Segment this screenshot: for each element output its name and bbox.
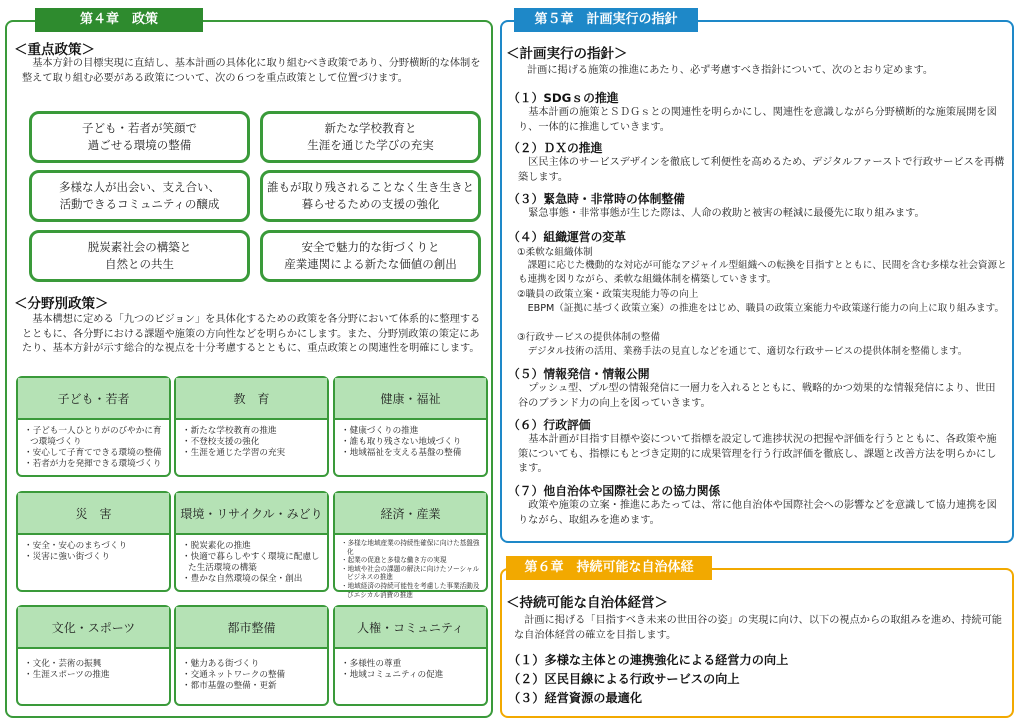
priority-intro: 基本方針の目標実現に直結し、基本計画の具体化に取り組むべき政策であり、分野横断的な体制を整えて取り組む必要がある政策について、次の６つを重点政策として位置づけます。 xyxy=(22,58,481,84)
priority-box-6: 安全で魅力的な街づくりと 産業連関による新たな価値の創出 xyxy=(260,230,481,282)
field-box-list xyxy=(18,420,169,470)
sustainable-goal-2: （２）区民目線による行政サービスの向上 xyxy=(508,672,740,686)
field-item: ・不登校支援の強化 xyxy=(182,437,260,447)
guideline-org-title: （４）組織運営の変革 xyxy=(508,230,626,244)
guideline-info-title: （５）情報発信・情報公開 xyxy=(508,367,650,381)
field-item: ・脱炭素化の推進 xyxy=(182,541,251,551)
guideline-heading: ＜計画実行の指針＞ xyxy=(506,46,628,62)
field-box-list xyxy=(18,649,169,681)
field-box-list xyxy=(335,420,486,459)
field-box-list xyxy=(176,649,327,692)
field-item: ・魅力ある街づくり xyxy=(182,659,260,669)
priority-box-3: 多様な人が出会い、支え合い、 活動できるコミュニティの醸成 xyxy=(29,170,250,222)
guideline-org-sub2-label: ②職員の政策立案・政策実現能力等の向上 xyxy=(517,289,699,300)
field-item: ・地域福祉を支える基盤の整備 xyxy=(341,448,462,458)
field-box-disaster xyxy=(16,491,171,592)
field-item: ・子ども一人ひとりがのびやかに育つ環境づくり xyxy=(24,426,162,447)
field-item: ・地域コミュニティの促進 xyxy=(341,670,444,680)
field-item: ・新たな学校教育の推進 xyxy=(182,426,277,436)
field-box-list xyxy=(18,535,169,563)
chapter5-tab-label: 第５章 計画実行の指針 xyxy=(534,12,678,27)
field-box-list xyxy=(335,649,486,681)
guideline-intro: 計画に掲げる施策の推進にあたり、必ず考慮すべき指針について、次のとおり定めます。 xyxy=(527,65,934,76)
guideline-org-sub3-label: ③行政サービスの提供体制の整備 xyxy=(517,332,660,343)
field-item: ・起業の促進と多様な働き方の実現 xyxy=(341,556,447,565)
field-box-title: 災 害 xyxy=(18,493,169,535)
field-item: ・災害に強い街づくり xyxy=(24,552,110,562)
field-item: ・健康づくりの推進 xyxy=(341,426,419,436)
field-item: ・若者が力を発揮できる環境づくり xyxy=(24,459,162,469)
field-box-title: 文化・スポーツ xyxy=(18,607,169,649)
guideline-org-sub3-body: デジタル技術の活用、業務手法の見直しなどを通じて、適切な行政サービスの提供体制を整備します。 xyxy=(527,346,968,357)
field-item: ・都市基盤の整備・更新 xyxy=(182,681,277,691)
guideline-sdgs-title: （１）SDGｓの推進 xyxy=(508,91,619,105)
field-item: ・快適で暮らしやすく環境に配慮した生活環境の構築 xyxy=(182,552,320,573)
guideline-emergency-body: 緊急事態・非常事態が生じた際は、人命の救助と被害の軽減に最優先に取り組みます。 xyxy=(528,208,925,219)
field-box-economy xyxy=(333,491,488,599)
field-heading: ＜分野別政策＞ xyxy=(14,296,109,312)
guideline-coop-body: 政策や施策の立案・推進にあたっては、常に他自治体や国際社会への影響などを意識して協力連携を図りながら、取組みを進めます。 xyxy=(518,500,997,526)
field-item: ・誰も取り残さない地域づくり xyxy=(341,437,462,447)
field-box-health xyxy=(333,376,488,477)
guideline-info-body: プッシュ型、プル型の情報発信に一層力を入れるとともに、戦略的かつ効果的な情報発信により、世田谷のブランド力の向上を図っていきます。 xyxy=(518,383,996,409)
guideline-eval-title: （６）行政評価 xyxy=(508,418,591,432)
field-item: ・文化・芸術の振興 xyxy=(24,659,102,669)
field-box-human-rights xyxy=(333,605,488,706)
priority-box-2: 新たな学校教育と 生涯を通じた学びの充実 xyxy=(260,111,481,163)
field-box-list xyxy=(176,420,327,459)
priority-box-1: 子ども・若者が笑顔で 過ごせる環境の整備 xyxy=(29,111,250,163)
guideline-dx-body: 区民主体のサービスデザインを徹底して利便性を高めるため、デジタルファーストで行政サービスを再構築します。 xyxy=(518,157,1005,183)
guideline-org-sub1-label: ①柔軟な組織体制 xyxy=(517,247,593,258)
sustainable-goal-3: （３）経営資源の最適化 xyxy=(508,691,643,705)
priority-box-5: 脱炭素社会の構築と 自然との共生 xyxy=(29,230,250,282)
guideline-org-sub2-body: EBPM（証拠に基づく政策立案）の推進をはじめ、職員の政策立案能力や政策遂行能力の向上に取り組みます。 xyxy=(527,303,1005,314)
chapter6-tab xyxy=(506,556,712,599)
chapter4-tab xyxy=(35,8,203,32)
priority-heading: ＜重点政策＞ xyxy=(14,42,95,58)
field-intro: 基本構想に定める「九つのビジョン」を具体化するための政策を各分野において体系的に整理するとともに、各分野における課題や施策の方向性などを明らかにします。また、分野別政策の策定にあたり、基本方針が示す総合的な視点を十分考慮するとともに、重点政策との関連性を明確にします。 xyxy=(22,314,481,354)
guideline-coop-title: （７）他自治体や国際社会との協力関係 xyxy=(508,484,721,498)
field-box-title: 経済・産業 xyxy=(335,493,486,535)
sustainable-goal-1: （１）多様な主体との連携強化による経営力の向上 xyxy=(508,653,789,667)
guideline-emergency-title: （３）緊急時・非常時の体制整備 xyxy=(508,192,685,206)
field-box-title: 健康・福祉 xyxy=(335,378,486,420)
guideline-sdgs-body: 基本計画の施策とＳＤＧｓとの関連性を明らかにし、関連性を意識しながら分野横断的な施策展開を図り、一体的に推進していきます。 xyxy=(518,107,997,133)
chapter4-tab-label: 第４章 政策 xyxy=(79,12,158,27)
field-item: ・多様性の尊重 xyxy=(341,659,402,669)
field-box-title: 人権・コミュニティ xyxy=(335,607,486,649)
sustainable-heading: ＜持続可能な自治体経営＞ xyxy=(506,595,668,611)
guideline-eval-body: 基本計画が目指す目標や姿について指標を設定して進捗状況の把握や評価を行うとともに、各政策や施策についても、指標にもとづき定期的に成果管理を行う行政評価を徹底し、課題と改善方法を明らかにします。 xyxy=(518,434,997,474)
field-box-children xyxy=(16,376,171,477)
field-item: ・安全・安心のまちづくり xyxy=(24,541,128,551)
field-box-title: 都市整備 xyxy=(176,607,327,649)
sustainable-intro: 計画に掲げる「目指すべき未来の世田谷の姿」の実現に向け、以下の視点からの取組みを進め、持続可能な自治体経営の確立を目指します。 xyxy=(514,615,1002,641)
field-item: ・地域経済の持続可能性を考慮した事業活動及びエシカル消費の推進 xyxy=(341,581,480,599)
field-item: ・生涯スポーツの推進 xyxy=(24,670,110,680)
field-box-list xyxy=(176,535,327,585)
field-box-list xyxy=(335,535,486,599)
field-item: ・安心して子育てできる環境の整備 xyxy=(24,448,162,458)
field-box-title: 環境・リサイクル・みどり xyxy=(176,493,327,535)
chapter6-tab-label: 第６章 持続可能な自治体経営 xyxy=(524,560,694,599)
chapter5-tab xyxy=(514,8,698,32)
guideline-org-sub1-body: 課題に応じた機動的な対応が可能なアジャイル型組織への転換を目指すとともに、民間を含む多様な社会資源とも連携を図りながら、柔軟な組織体制を構築していきます。 xyxy=(518,260,1007,285)
field-box-culture xyxy=(16,605,171,706)
field-box-education xyxy=(174,376,329,477)
field-box-urban xyxy=(174,605,329,706)
field-box-title: 子ども・若者 xyxy=(18,378,169,420)
priority-box-4: 誰もが取り残されることなく生き生きと 暮らせるための支援の強化 xyxy=(260,170,481,222)
field-box-environment xyxy=(174,491,329,592)
field-item: ・豊かな自然環境の保全・創出 xyxy=(182,574,303,584)
field-item: ・地域や社会の課題の解決に向けたソーシャルビジネスの推進 xyxy=(341,564,480,582)
field-item: ・生涯を通じた学習の充実 xyxy=(182,448,286,458)
field-box-title: 教 育 xyxy=(176,378,327,420)
field-item: ・多様な地域産業の持続性確保に向けた基盤強化 xyxy=(341,539,480,556)
field-item: ・交通ネットワークの整備 xyxy=(182,670,286,680)
guideline-dx-title: （２）ＤＸの推進 xyxy=(508,141,603,155)
